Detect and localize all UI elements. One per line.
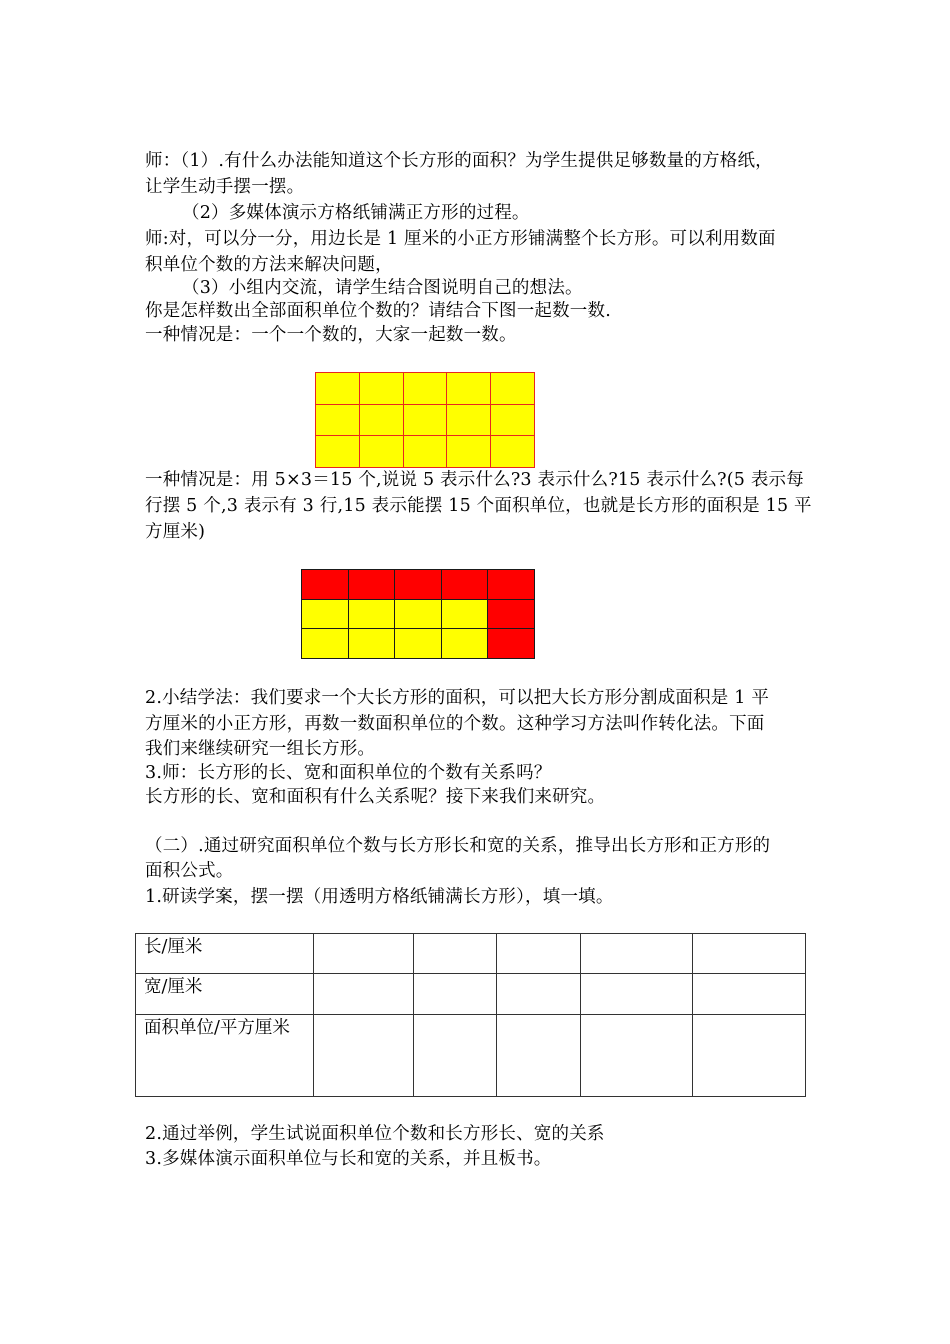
table-row	[136, 934, 806, 974]
paragraph: 3.多媒体演示面积单位与长和宽的关系，并且板书。	[145, 1149, 552, 1169]
paragraph: 师:对，可以分一分，用边长是 1 厘米的小正方形铺满整个长方形。可以利用数面	[145, 229, 776, 249]
paragraph: 师：（1）.有什么办法能知道这个长方形的面积？为学生提供足够数量的方格纸，	[145, 151, 773, 171]
paragraph: （2）多媒体演示方格纸铺满正方形的过程。	[182, 203, 530, 223]
input-cell[interactable]	[413, 974, 497, 1015]
input-cell[interactable]	[313, 934, 413, 974]
table-row	[136, 1015, 806, 1097]
section-heading: （二）.通过研究面积单位个数与长方形长和宽的关系，推导出长方形和正方形的	[145, 836, 771, 856]
input-cell[interactable]	[693, 974, 806, 1015]
paragraph: 积单位个数的方法来解决问题，	[145, 255, 393, 275]
input-cell[interactable]	[497, 974, 581, 1015]
input-cell[interactable]	[581, 1015, 693, 1097]
row-label: 面积单位/平方厘米	[136, 1015, 314, 1097]
input-cell[interactable]	[497, 934, 581, 974]
paragraph: 我们来继续研究一组长方形。	[145, 739, 376, 759]
paragraph: 2.小结学法：我们要求一个大长方形的面积，可以把大长方形分割成面积是 1 平	[145, 688, 770, 708]
section-heading: 面积公式。	[145, 861, 234, 881]
input-cell[interactable]	[413, 1015, 497, 1097]
paragraph: 你是怎样数出全部面积单位个数的？请结合下图一起数一数.	[145, 301, 611, 321]
input-cell[interactable]	[313, 974, 413, 1015]
table-row	[136, 974, 806, 1015]
input-cell[interactable]	[693, 1015, 806, 1097]
paragraph: 2.通过举例，学生试说面积单位个数和长方形长、宽的关系	[145, 1124, 605, 1144]
row-label: 长/厘米	[136, 934, 314, 974]
input-cell[interactable]	[313, 1015, 413, 1097]
row-label: 宽/厘米	[136, 974, 314, 1015]
paragraph: 行摆 5 个,3 表示有 3 行,15 表示能摆 15 个面积单位，也就是长方形的面积是 15 平	[145, 496, 812, 516]
input-cell[interactable]	[497, 1015, 581, 1097]
red-yellow-grid-diagram	[301, 569, 535, 659]
paragraph: 长方形的长、宽和面积有什么关系呢？接下来我们来研究。	[145, 787, 606, 807]
paragraph: 让学生动手摆一摆。	[145, 177, 305, 197]
input-cell[interactable]	[581, 934, 693, 974]
fill-in-table	[135, 933, 806, 1097]
yellow-grid-diagram	[315, 372, 535, 468]
paragraph: 3.师：长方形的长、宽和面积单位的个数有关系吗？	[145, 763, 552, 783]
input-cell[interactable]	[693, 934, 806, 974]
paragraph: 1.研读学案，摆一摆（用透明方格纸铺满长方形），填一填。	[145, 887, 614, 907]
paragraph: （3）小组内交流，请学生结合图说明自己的想法。	[182, 278, 583, 298]
paragraph: 方厘米)	[145, 522, 206, 542]
paragraph: 一种情况是：一个一个数的，大家一起数一数。	[145, 325, 517, 345]
paragraph: 方厘米的小正方形，再数一数面积单位的个数。这种学习方法叫作转化法。下面	[145, 714, 765, 734]
paragraph: 一种情况是：用 5×3＝15 个,说说 5 表示什么?3 表示什么?15 表示什么?(5 表示每	[145, 470, 804, 490]
input-cell[interactable]	[413, 934, 497, 974]
input-cell[interactable]	[581, 974, 693, 1015]
